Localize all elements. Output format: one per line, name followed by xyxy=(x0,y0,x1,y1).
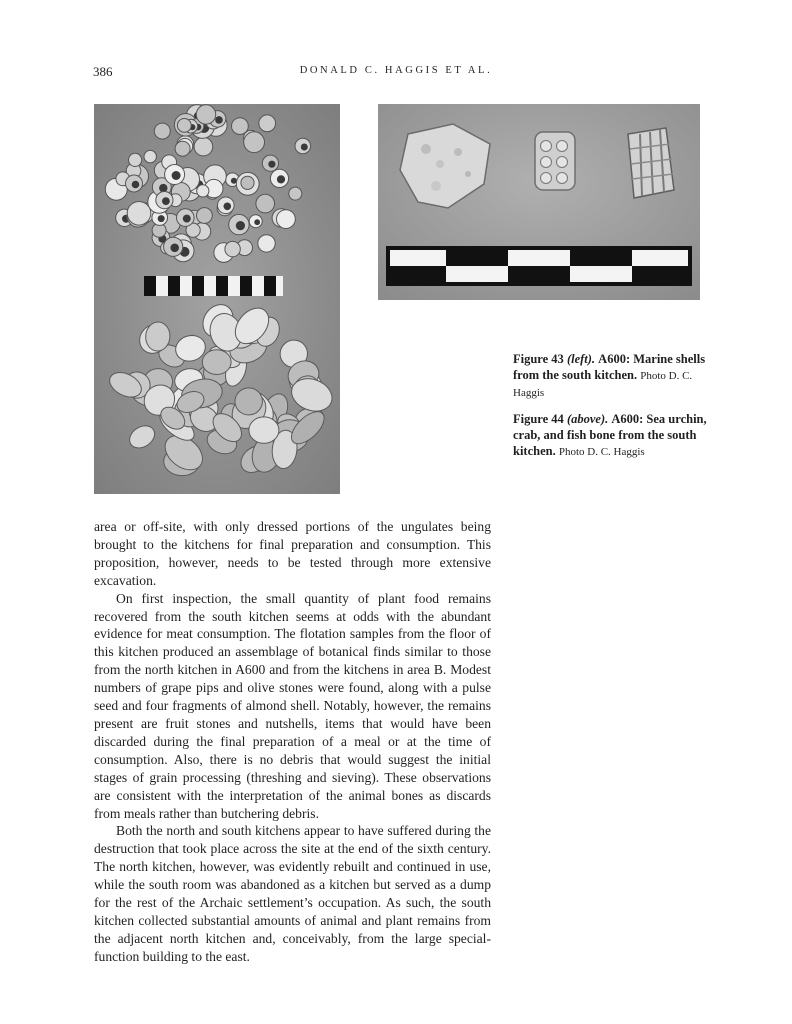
figure-43-number: Figure 43 xyxy=(513,352,564,366)
shell-opening xyxy=(215,116,223,124)
snail-shell xyxy=(196,105,215,124)
urchin-crab-fishbone-image xyxy=(378,104,700,300)
shell-opening xyxy=(158,215,165,222)
paragraph: Both the north and south kitchens appear to have suffered during the destruction that took place across the site at the end of the sixth century. The north kitchen, however, was evidently rebuilt and continued in use, while the south room was abandoned as a kitchen but served as a dump for the rest of the Archaic settlement’s occupation. As such, the south kitchen collected substantial amounts of animal and plant remains from the adjacent north kitchen and, conceivably, from the large special-function building to the east. xyxy=(94,823,491,964)
limpet-shell xyxy=(249,417,279,444)
snail-shell xyxy=(197,185,209,197)
shell-opening xyxy=(170,244,179,253)
figure-43-credit: Photo D. C. Haggis xyxy=(513,370,693,399)
limpet-shell xyxy=(202,349,231,374)
snail-shell xyxy=(127,202,151,226)
snail-shell xyxy=(259,115,276,132)
figure-43-title: A600: Marine shells from the south kitchen. xyxy=(513,352,706,382)
snail-shell xyxy=(144,150,156,162)
shell-opening xyxy=(277,175,285,183)
crab-fragment xyxy=(535,132,575,190)
running-head-authors: DONALD C. HAGGIS ET AL. xyxy=(299,65,493,76)
scale-bar xyxy=(386,246,692,286)
snail-shell xyxy=(258,235,275,252)
figure-44-photo xyxy=(378,104,700,300)
shell-opening xyxy=(132,181,140,189)
snail-shell xyxy=(225,241,240,256)
page-number: 386 xyxy=(93,64,113,79)
snail-shell xyxy=(177,119,191,133)
snail-shell xyxy=(244,132,265,153)
shell-opening xyxy=(254,219,260,225)
figure-43-position: (left). xyxy=(566,352,596,366)
snail-shell xyxy=(241,176,254,189)
shell-opening xyxy=(236,221,245,230)
snail-shell xyxy=(175,141,190,156)
figure-44-number: Figure 44 xyxy=(513,412,564,426)
shell-opening xyxy=(172,171,181,180)
paragraph: On first inspection, the small quantity of plant food remains recovered from the south kitchen seems at odds with the abundant evidence for meat consumption. The flotation samples from the floor of this kitchen produced an assemblage of botanical finds similar to those from the north kitchen in A600 and from the kitchens in area B. Modest numbers of grape pips and olive stones were found, along with a pulse seed and four fragments of almond shell. Notably, however, the remains present are fruit stones and nutshells, items that would have been discarded during the final preparation of a meal or at the time of consumption. Also, there is no debris that would suggest the initial stages of grain processing (threshing and sieving). These observations are consistent with the interpretation of the animal bones as discards from meals rather than butchering debris. xyxy=(94,590,491,821)
scale-bar xyxy=(144,276,283,296)
shell-opening xyxy=(268,161,275,168)
shell-opening xyxy=(301,144,308,151)
fish-bone-fragment xyxy=(628,128,674,198)
figure-44-position: (above). xyxy=(566,412,609,426)
figure-44-title: A600: Sea urchin, crab, and fish bone from the south kitchen. xyxy=(513,412,707,458)
body-text xyxy=(94,518,491,966)
paragraph: area or off-site, with only dressed portions of the ungulates being brought to the kitchens for final preparation and consumption. This proposition, however, needs to be tested through more extensive excavation. xyxy=(94,519,491,588)
running-head xyxy=(93,64,699,82)
snail-shell xyxy=(194,137,213,156)
snail-shell xyxy=(277,210,296,229)
snail-shell xyxy=(289,187,302,200)
snail-shell xyxy=(129,153,142,166)
shell-opening xyxy=(183,215,191,223)
shell-opening xyxy=(159,184,167,192)
snail-shell xyxy=(256,194,275,213)
figure-44-caption xyxy=(513,411,708,460)
snail-shell xyxy=(154,123,170,139)
figure-43-caption xyxy=(513,351,708,401)
figure-44-credit: Photo D. C. Haggis xyxy=(558,446,645,458)
shell-opening xyxy=(224,203,232,211)
marine-shells-image xyxy=(94,104,340,494)
figure-43-photo xyxy=(94,104,340,494)
snail-shell xyxy=(197,208,213,224)
shell-opening xyxy=(162,197,170,205)
